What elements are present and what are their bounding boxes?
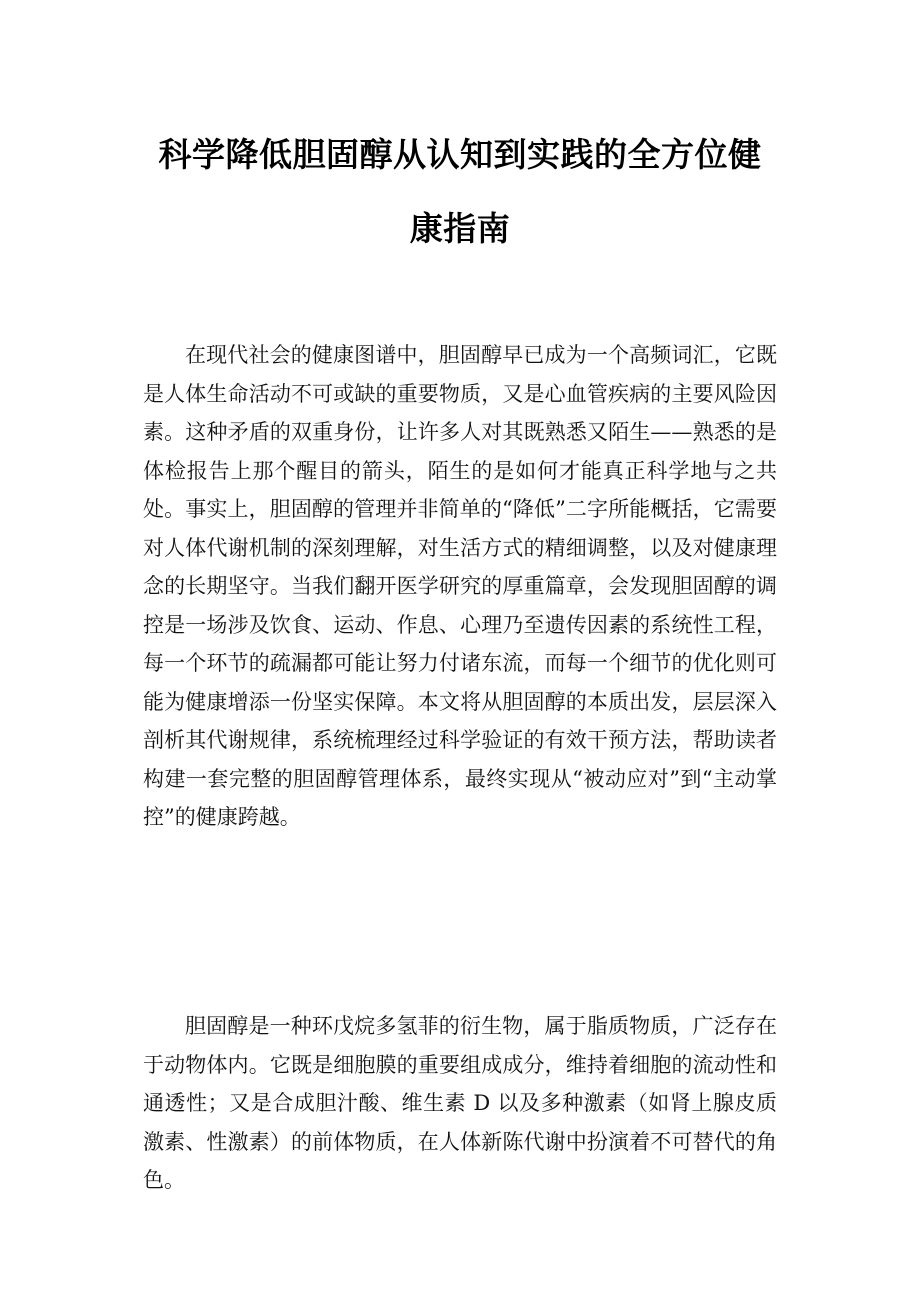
cholesterol-definition-paragraph: 胆固醇是一种环戊烷多氢菲的衍生物，属于脂质物质，广泛存在于动物体内。它既是细胞膜的重要组成成分，维持着细胞的流动性和通透性；又是合成胆汁酸、维生素 D 以及多种激素（如肾上腺皮质激素、性激素）的前体物质，在人体新陈代谢中扮演着不可替代的角色。 bbox=[143, 1014, 777, 1192]
document-title bbox=[120, 118, 800, 266]
title-line-1: 科学降低胆固醇从认知到实践的全方位健 bbox=[158, 135, 762, 174]
title-line-2: 康指南 bbox=[409, 209, 511, 248]
intro-paragraph: 在现代社会的健康图谱中，胆固醇早已成为一个高频词汇，它既是人体生命活动不可或缺的重要物质，又是心血管疾病的主要风险因素。这种矛盾的双重身份，让许多人对其既熟悉又陌生——熟悉的是体检报告上那个醒目的箭头，陌生的是如何才能真正科学地与之共处。事实上，胆固醇的管理并非简单的“降低”二字所能概括，它需要对人体代谢机制的深刻理解，对生活方式的精细调整，以及对健康理念的长期坚守。当我们翻开医学研究的厚重篇章，会发现胆固醇的调控是一场涉及饮食、运动、作息、心理乃至遗传因素的系统性工程，每一个环节的疏漏都可能让努力付诸东流，而每一个细节的优化则可能为健康增添一份坚实保障。本文将从胆固醇的本质出发，层层深入剖析其代谢规律，系统梳理经过科学验证的有效干预方法，帮助读者构建一套完整的胆固醇管理体系，最终实现从“被动应对”到“主动掌控”的健康跨越。 bbox=[143, 343, 777, 829]
